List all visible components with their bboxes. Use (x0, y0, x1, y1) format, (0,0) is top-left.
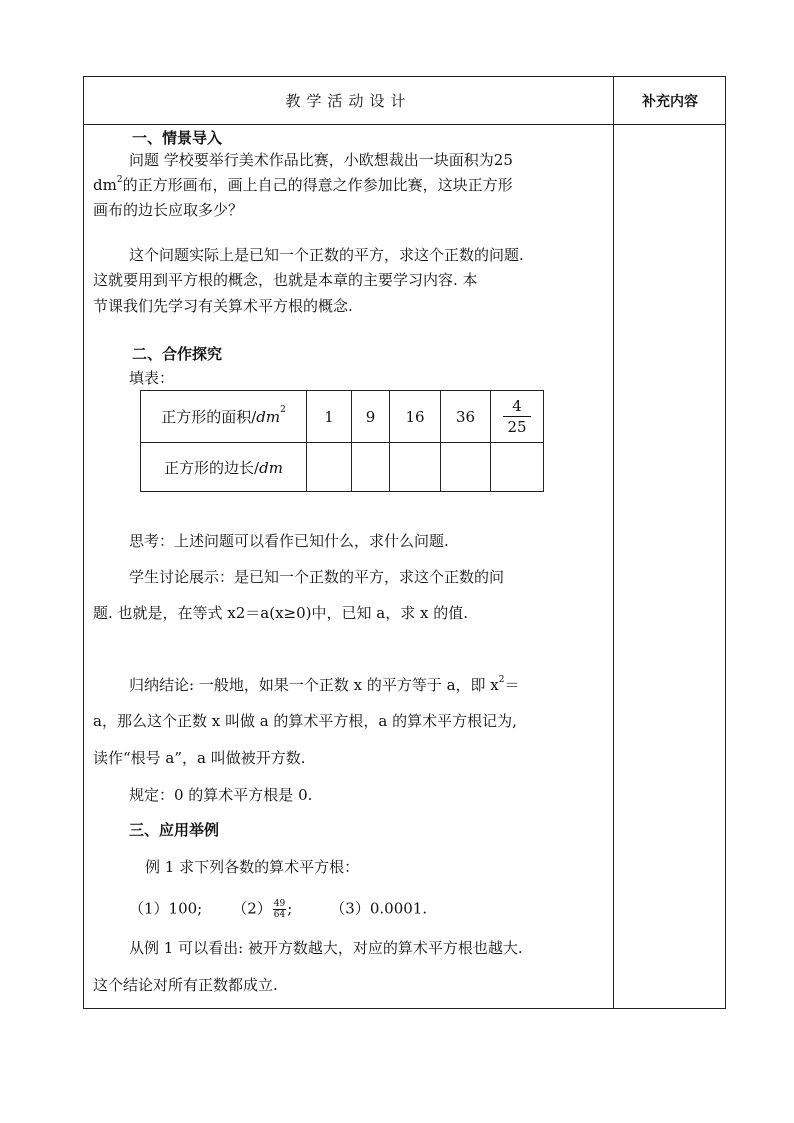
fraction-cell: $\frac{4}{25}$ (491, 391, 544, 443)
rule-text: 规定：0 的算术平方根是 0. (129, 786, 313, 804)
discuss-line2: 题. 也就是，在等式 x2＝a(x≥0)中，已知 a，求 x 的值. (93, 604, 469, 622)
s1-p2-line2: 这就要用到平方根的概念，也就是本章的主要学习内容. 本 (93, 271, 478, 289)
s1-p2-line1: 这个问题实际上是已知一个正数的平方，求这个正数的问题. (129, 246, 524, 264)
value-cell: 1 (307, 391, 352, 443)
conclusion-line1: 归纳结论: 一般地，如果一个正数 x 的平方等于 a，即 $x^2=$ (129, 675, 520, 694)
note-line2: 这个结论对所有正数都成立. (93, 976, 278, 994)
header-main: 教学活动设计 (285, 92, 412, 110)
conclusion-line3: 读作“根号 a”，a 叫做被开方数. (93, 749, 306, 767)
section3-title: 三、应用举例 (129, 821, 220, 839)
value-cell: 9 (352, 391, 390, 443)
section2-title: 二、合作探究 (132, 345, 223, 363)
note-line1: 从例 1 可以看出: 被开方数越大，对应的算术平方根也越大. (129, 939, 523, 957)
s1-p1-line3: 画布的边长应取多少？ (93, 201, 244, 219)
empty-cell[interactable] (390, 443, 441, 492)
discuss-line1: 学生讨论展示：是已知一个正数的平方，求这个正数的问 (129, 568, 505, 586)
example-items: （1）100; （2） $\frac{49}{64}$ ; （3）0.0001. (129, 899, 428, 920)
header-side: 补充内容 (642, 93, 698, 110)
conclusion-line2: a，那么这个正数 x 叫做 a 的算术平方根，a 的算术平方根记为, (93, 712, 517, 730)
s1-p1-line2: $dm^2$的正方形画布，画上自己的得意之作参加比赛，这块正方形 (93, 175, 513, 194)
value-cell: 36 (441, 391, 491, 443)
example-text: 例 1 求下列各数的算术平方根： (145, 858, 360, 876)
empty-cell[interactable] (491, 443, 544, 492)
s1-p1-line1: 问题 学校要举行美术作品比赛，小欧想裁出一块面积为25 (129, 151, 513, 169)
empty-cell[interactable] (441, 443, 491, 492)
fill-table (140, 390, 544, 492)
area-label-cell: 正方形的面积$/dm^2$ (141, 391, 307, 443)
column-divider (613, 77, 614, 1008)
fill-label: 填表： (129, 369, 175, 387)
value-cell: 16 (390, 391, 441, 443)
empty-cell[interactable] (307, 443, 352, 492)
think-text: 思考：上述问题可以看作已知什么，求什么问题. (129, 532, 449, 550)
header-divider (84, 124, 725, 125)
empty-cell[interactable] (352, 443, 390, 492)
s1-p2-line3: 节课我们先学习有关算术平方根的概念. (93, 297, 353, 315)
table-row (141, 443, 544, 492)
section1-title: 一、情景导入 (132, 129, 223, 147)
table-row (141, 391, 544, 443)
side-label-cell: 正方形的边长/dm (141, 443, 307, 492)
